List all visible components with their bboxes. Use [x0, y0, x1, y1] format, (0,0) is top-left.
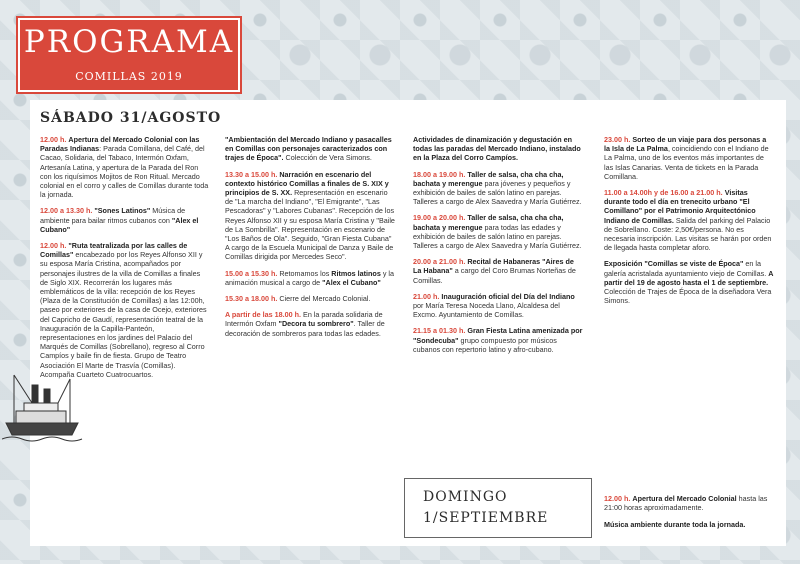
event-title: Gran Fiesta Latina amenizada por "Sondecuba" — [413, 326, 583, 345]
event-highlight: A partir del 19 de agosto hasta el 1 de septiembre. — [604, 268, 774, 287]
event-time: 20.00 a 21.00 h. — [413, 257, 466, 267]
event-time: 19.00 a 20.00 h. — [413, 213, 466, 223]
event-description: por María Teresa Noceda Llano, Alcaldesa del Excmo. Ayuntamiento de Comillas. — [413, 301, 560, 320]
event-description: Retomamos los — [279, 268, 332, 278]
event-description: . Taller de decoración de sombreros para todas las edades. — [225, 319, 385, 338]
sunday-heading-box — [404, 478, 592, 538]
event-description: En la parada solidaria de Intermón Oxfam — [225, 310, 383, 329]
event-entry — [413, 213, 583, 250]
event-time: 12.00 h. — [40, 241, 67, 251]
event-time: 12.00 a 13.30 h. — [40, 206, 93, 216]
event-title: Apertura del Mercado Colonial con las Paradas Indianas — [40, 135, 200, 154]
event-entry — [413, 292, 583, 320]
event-entry — [604, 135, 774, 181]
event-description: para todas las edades y exhibición de bailes de salón latino en parejas. Talleres a cargo de Alex Saavedra y María Gutiérrez. — [413, 222, 582, 251]
event-entry — [225, 170, 395, 262]
event-entry — [413, 326, 583, 354]
event-description: , coincidiendo con el Indiano de La Palma, uno de los eventos más importantes de las Islas Canarias. Venta de tickets en la Parada Comillana. — [604, 144, 769, 181]
event-time: 12.00 h. — [40, 135, 67, 144]
event-entry — [225, 294, 395, 303]
event-title: Apertura del Mercado Colonial — [632, 494, 737, 504]
event-time: 23.00 h. — [604, 135, 631, 144]
event-entry — [413, 135, 583, 163]
sunday-heading-day: DOMINGO — [423, 489, 508, 505]
event-entry — [40, 206, 210, 234]
event-title: "Ruta teatralizada por las calles de Comillas" — [40, 241, 188, 260]
event-time: 18.00 a 19.00 h. — [413, 169, 466, 179]
event-title: Narración en escenario del contexto histórico Comillas a finales de S. XIX y principios de S. XX. — [225, 169, 389, 198]
event-entry — [225, 310, 395, 338]
event-entry — [604, 259, 774, 305]
event-title: "Sones Latinos" — [94, 206, 151, 216]
event-time: 15.30 a 18.00 h. — [225, 294, 278, 304]
event-highlight: Ritmos latinos — [331, 268, 381, 278]
event-description: Colección de Vera Simons. — [283, 153, 372, 163]
event-title: Recital de Habaneras "Aires de La Habana" — [413, 257, 574, 276]
event-time: 11.00 a 14.00h y de 16.00 a 21.00 h. — [604, 188, 723, 198]
event-description: Salida del parking del Palacio de Sobrellano. Coste: 2,50€/persona. No es necesaria inscripción. Las visitas se harán por orden de llegada hasta completar aforo. — [604, 215, 772, 253]
event-title: Visitas durante todo el día en trenecito urbano "El Comillano" por el Patrimonio Arquitectónico Indiano de Comillas. — [604, 188, 756, 225]
event-title: Música ambiente durante toda la jornada. — [604, 519, 746, 529]
event-description: hasta las 21:00 horas aproximadamente. — [604, 494, 768, 513]
event-highlight: "Alex el Cubano" — [40, 215, 199, 234]
event-title: Sorteo de un viaje para dos personas a la Isla de La Palma — [604, 135, 767, 154]
saturday-column-1 — [40, 135, 210, 386]
event-description: grupo compuesto por músicos cubanos con repertorio latino y afro-cubano. — [413, 335, 557, 354]
event-title: Actividades de dinamización y degustación en todas las paradas del Mercado Indiano, instalado en la Plaza del Corro Campíos. — [413, 135, 581, 163]
event-time: 21.15 a 01.30 h. — [413, 326, 466, 336]
event-time: 12.00 h. — [604, 494, 631, 504]
event-description: Música de ambiente para bailar ritmos cubanos con — [40, 206, 186, 225]
event-description: Representación en escenario de "La marcha del Indiano", "El Emigrante", "Las Pescadoras" y "Labores Cubanas". Recepción de los Reyes Alfonso XII y su esposa María Cristina y "Baile de La Sombrilla". Representación en escenario de "Los Baños de Ola". Seguido, "Gran Fiesta Cubana" A cargo de la Escuela Municipal de Danza y Baile de Comillas dirigida por Mercedes Seco". — [225, 188, 395, 262]
event-title: "Ambientación del Mercado Indiano y pasacalles en Comillas con personajes caracterizados con trajes de Época". — [225, 135, 392, 163]
event-entry — [225, 135, 395, 163]
sunday-column — [604, 487, 776, 536]
event-entry — [413, 257, 583, 285]
event-title: Exposición "Comillas se viste de Época" — [604, 259, 744, 269]
program-header — [18, 18, 240, 92]
saturday-heading: SÁBADO 31/AGOSTO — [40, 110, 222, 126]
program-title: PROGRAMA — [23, 24, 235, 60]
event-description: para jóvenes y pequeños y exhibición de bailes de salón latino en parejas. Talleres a cargo de Alex Saavedra y María Gutiérrez. — [413, 178, 582, 207]
event-description: Cierre del Mercado Colonial. — [279, 294, 371, 304]
event-description: y la animación musical a cargo de — [225, 268, 395, 287]
event-entry — [225, 269, 395, 287]
event-title: Inauguración oficial del Día del Indiano — [441, 291, 575, 301]
program-subtitle: COMILLAS 2019 — [75, 70, 183, 83]
steamship-icon — [2, 365, 84, 445]
event-time: 13.30 a 15.00 h. — [225, 169, 278, 179]
event-entry — [40, 241, 210, 379]
saturday-column-2 — [225, 135, 395, 345]
event-time: A partir de las 18.00 h. — [225, 310, 302, 320]
event-description: en la galería acristalada ayuntamiento viejo de Comillas. — [604, 259, 769, 278]
event-time: 15.00 a 15.30 h. — [225, 268, 278, 278]
event-description: encabezado por los Reyes Alfonso XII y su esposa María Cristina, acompañados por personajes ilustres de la villa de Comillas a finales de Siglo XIX. Recorrerán los lugares más emblemáticos de la villa: recepción de los Reyes (Plaza de la Constitución de Comillas) a las 12:00h, paseo por exteriores de la casa de Ocejo, exteriores del Capricho de Gaudí, representación teatral de la Inauguración de la Capilla-Panteón, representaciones en los jardines del Palacio del Marqués de Comillas (Sobrellano), regreso al Corro Campíos y baile fin de fiesta. Grupo de Teatro Asociación El Marte de Trasvía (Comillas). Acompaña Cuarteto Cuatrocuartos. — [40, 250, 207, 379]
saturday-column-3 — [413, 135, 583, 361]
event-entry — [604, 188, 774, 252]
event-highlight: "Decora tu sombrero" — [278, 319, 354, 329]
event-description: a cargo del Coro Brumas Norteñas de Comillas. — [413, 266, 576, 285]
event-title: Taller de salsa, cha cha cha, bachata y merengue — [413, 213, 564, 232]
sunday-heading — [423, 487, 548, 529]
event-entry — [604, 494, 776, 512]
event-title: Taller de salsa, cha cha cha, bachata y merengue — [413, 169, 564, 188]
event-entry — [413, 170, 583, 207]
event-highlight: "Alex el Cubano" — [322, 277, 381, 287]
event-description: : Parada Comillana, del Café, del Cacao, Solidaria, del Tabaco, Intermón Oxfam, Artesanía Latina, y apertura de la Parada del Ron con los riquísimos Mojitos de Ron Ritual. Mercado colonial en el corro y calles de Comillas durante toda la jornada. — [40, 144, 209, 200]
event-entry — [40, 135, 210, 199]
event-entry — [604, 520, 776, 529]
event-description: Colección de Trajes de Época de la diseñadora Vera Simons. — [604, 287, 772, 306]
saturday-column-4 — [604, 135, 774, 312]
sunday-heading-date: 1/SEPTIEMBRE — [423, 510, 549, 526]
event-time: 21.00 h. — [413, 291, 440, 301]
